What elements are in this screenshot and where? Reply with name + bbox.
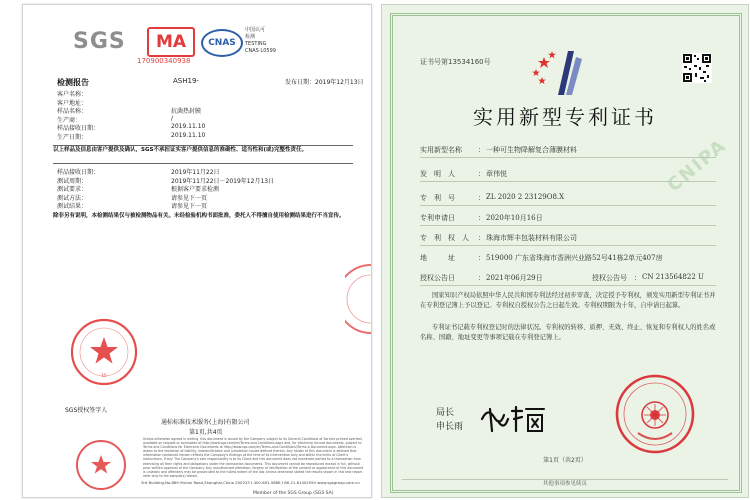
field-label: 生产日期： — [57, 133, 88, 141]
field-value: 请参见下一页 — [171, 203, 208, 210]
cnipa-emblem-icon — [528, 47, 598, 97]
certificate-title: 实用新型专利证书 — [473, 105, 657, 129]
field-label: 生产商： — [57, 116, 82, 124]
field-label: 客户名称： — [57, 91, 88, 98]
footer-note: 其他事项参见续页 — [402, 479, 728, 489]
cnipa-red-seal-stamp — [614, 373, 696, 455]
address-row: 3rd Building,No.889,Yishan Road,Shanghai,China 200233 t 400-691-5888 f 86-21-61402594 www.sgsgroup.com.cn — [141, 480, 360, 485]
divider — [420, 285, 716, 286]
cma-logo: MA — [147, 27, 195, 57]
page-count: 第1页,共4页 — [189, 429, 223, 436]
field-label: 样品接收日期： — [57, 169, 100, 176]
field-value: 2019年11月22日 — [171, 169, 220, 176]
field-value: 一种可生物降解复合薄膜材料 — [486, 146, 577, 154]
member-note: Member of the SGS Group (SGS SA) — [253, 491, 334, 496]
sgs-test-report — [22, 4, 372, 498]
field-label: 专 利 权 人 — [420, 234, 469, 242]
field-label: 专 利 号 — [420, 194, 455, 202]
sgs-logo: SGS — [73, 29, 126, 54]
field-colon: ： — [478, 194, 485, 202]
field-value: 请参见下一页 — [171, 194, 208, 202]
result-footnote: 除非另有说明，本检测结果仅与被检测物品有关。未经检验机构书面批准，委托人不得擅自使用检测结果进行不当宣传。 — [53, 213, 345, 219]
authorized-signatory-label: SGS授权签字人 — [65, 407, 108, 414]
field-value: 2020年10月16日 — [486, 214, 543, 222]
issue-date: 发布日期：2019年12月13日 — [285, 79, 364, 86]
cnipa-watermark: CNIPA — [663, 134, 731, 197]
disclaimer-note: 以上样品及信息由客户提供及确认，SGS不承担证实客户提供信息的准确性、适当性和(或)完整性责任。 — [53, 147, 307, 153]
director-title: 局长 — [436, 408, 455, 418]
director-name: 申长雨 — [436, 422, 464, 432]
patent-certificate: 证书号第13534160号 实用新型专利证书 CNIPA 实用新型名称 ： 一种可生物降解复合薄膜材料 发 明 人 ： 章伟悦 专 利 号 ： ZL 2020 2 23129O8.X 专利申请日 ： 2020年10月16日 专 利 权 人 ： 珠海市辉丰包装材料有限公司 地 址 ： 519000 广东省珠海市香洲兴业路52号41栋2单元407房 授权公告日 ： 2021年06月29日 授权公告号 ： CN 213564822 U 国家知识产权局依照中华人民共和国专利法经过初步审查，决定授予专利权，颁发实用新型专利证书并在专利登记簿上予以登记。专利权自授权公告之日起生效。专利权期限为十年，自申请日起算。 专利证书记载专利权登记时的法律状况。专利权的转移、质押、无效、终止、恢复和专利权人的姓名或名称、国籍、地址变更等事项记载在专利登记簿上。 局长 申长雨 第1页（共2页） 其他事项参见续页 — [381, 4, 749, 498]
edge-seal-stamp — [345, 261, 371, 337]
report-number: ASH19- — [173, 77, 199, 85]
field-label: 测试周期： — [57, 177, 88, 185]
field-value: 2019.11.10 — [171, 123, 206, 130]
field-value: 2019年11月22日－2019年12月13日 — [171, 177, 275, 185]
field-colon: ： — [478, 234, 485, 242]
field-value: 519000 广东省珠海市香洲兴业路52号41栋2单元407房 — [486, 254, 663, 262]
report-title: 检测报告 — [57, 78, 89, 87]
cnas-logo: CNAS — [201, 29, 243, 57]
field-label: 测试方法： — [57, 194, 88, 202]
divider — [53, 145, 353, 146]
field-label: 测试要求： — [57, 186, 88, 193]
field-value: 2019.11.10 — [171, 131, 206, 139]
field-label: 样品接收日期： — [57, 125, 100, 132]
svg-text:15: 15 — [101, 373, 107, 378]
certificate-body-paragraph-1: 国家知识产权局依照中华人民共和国专利法经过初步审查，决定授予专利权，颁发实用新型专利证书并在专利登记簿上予以登记。专利权自授权公告之日起生效。专利权期限为十年，自申请日起算。 — [420, 292, 716, 309]
cnas-accreditation-text: 中国认可 检测 TESTING CNAS L0599 — [245, 27, 276, 54]
field-label: 专利申请日 — [420, 214, 455, 222]
red-seal-stamp — [69, 317, 139, 387]
page-indicator: 第1页（共2页） — [543, 457, 587, 464]
field-label: 地 址 — [420, 254, 455, 262]
director-signature — [478, 401, 548, 437]
divider — [420, 245, 716, 246]
field-colon: ： — [478, 214, 485, 222]
divider — [420, 157, 716, 158]
field-value: 珠海市辉丰包装材料有限公司 — [486, 234, 577, 242]
red-company-stamp — [65, 435, 137, 491]
terms-fine-print: Unless otherwise agreed in writing, this document is issued by the Company subject to its General Conditions of Service printed overleaf, available on request or accessible at http://www.sgs.com/en/Terms-and-Conditions.aspx and, for electronic format documents, subject to Terms and Conditions for Electronic Documents at http://www.sgs.com/en/Terms-and-Conditions/Terms-e-Document.aspx. Attention is drawn to the limitation of liability, indemnification and jurisdiction issues defined therein. Any holder of this document is advised that information contained hereon reflects the Company's findings at the time of its intervention only and within the limits of Client's instructions, if any. The Company's sole responsibility is to its Client and this document does not exonerate parties to a transaction from exercising all their rights and obligations under the transaction documents. This document cannot be reproduced except in full, without prior written approval of the Company. Any unauthorized alteration, forgery or falsification of the content or appearance of this document is unlawful and offenders may be prosecuted to the fullest extent of the law. Unless otherwise stated the results shown in this test report refer only to the sample(s) tested. — [143, 437, 364, 478]
field-colon: ： — [478, 146, 485, 154]
field-colon: ： — [478, 254, 485, 262]
field-value: 章伟悦 — [486, 170, 507, 178]
certificate-body-paragraph-2: 专利证书记载专利权登记时的法律状况。专利权的转移、质押、无效、终止、恢复和专利权人的姓名或名称、国籍、地址变更等事项记载在专利登记簿上。 — [420, 324, 716, 341]
divider — [420, 181, 716, 182]
cma-number: 170900340938 — [137, 57, 191, 65]
company-name: 通标标准技术服务(上海)有限公司 — [161, 419, 250, 426]
field-colon: ： — [478, 170, 485, 178]
divider — [420, 205, 716, 206]
field-value: / — [171, 114, 174, 122]
field-label: 实用新型名称 — [420, 146, 462, 154]
qr-code — [682, 53, 712, 83]
field-label: 样品名称： — [57, 108, 88, 115]
field-label: 发 明 人 — [420, 170, 455, 178]
field-label: 测试结果： — [57, 203, 88, 210]
field-value: ZL 2020 2 23129O8.X — [486, 193, 565, 201]
field-label: 客户地址： — [57, 99, 88, 107]
field-value: 根据客户要求检测 — [171, 186, 220, 193]
certificate-number: 证书号第13534160号 — [420, 58, 491, 66]
field-value: 抗菌热封膜 — [171, 108, 202, 115]
divider — [53, 163, 353, 164]
divider — [420, 225, 716, 226]
